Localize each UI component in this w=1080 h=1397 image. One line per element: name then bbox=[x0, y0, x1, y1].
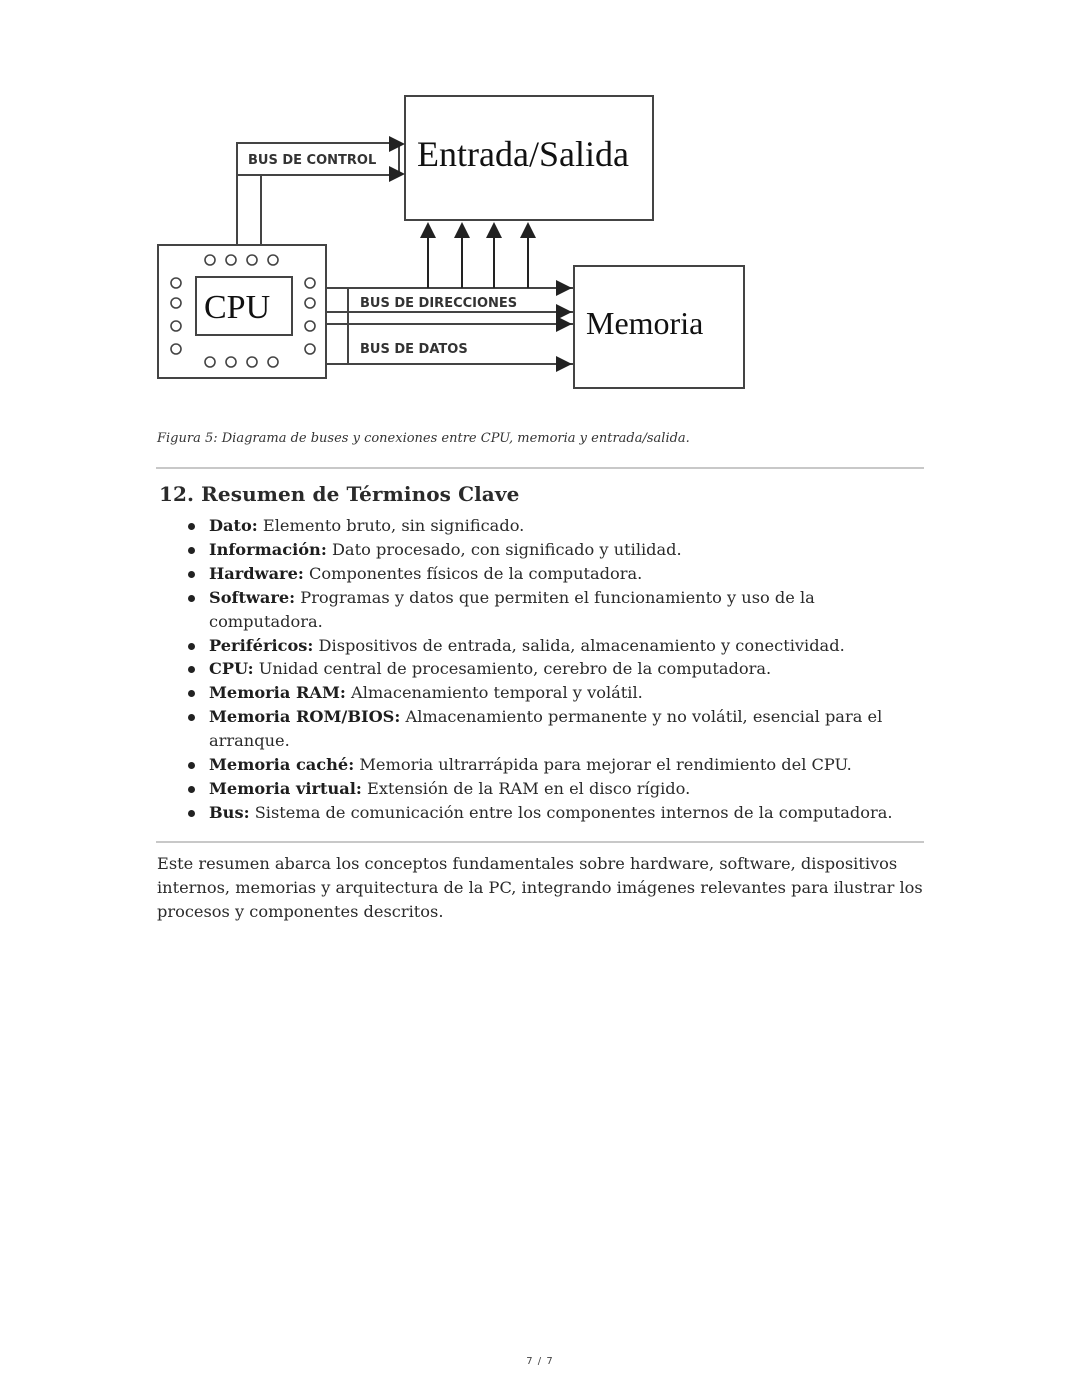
definition: Componentes físicos de la computadora. bbox=[303, 563, 643, 583]
page-number: 7 / 7 bbox=[526, 1356, 554, 1367]
terms-list bbox=[209, 514, 924, 825]
term: Software: bbox=[209, 587, 296, 607]
definition: Elemento bruto, sin significado. bbox=[257, 516, 525, 535]
definition: Almacenamiento permanente y no volátil, esencial para el arranque. bbox=[209, 707, 883, 751]
term: Información: bbox=[209, 539, 327, 559]
section-heading: 12. Resumen de Términos Clave bbox=[159, 482, 520, 506]
definition: Memoria ultrarrápida para mejorar el rendimiento del CPU. bbox=[354, 755, 852, 775]
cpu-label: CPU bbox=[204, 289, 271, 326]
list-item bbox=[209, 705, 924, 753]
definition: Dispositivos de entrada, salida, almacenamiento y conectividad. bbox=[313, 635, 845, 655]
definition: Sistema de comunicación entre los componentes internos de la computadora. bbox=[249, 802, 893, 822]
term: CPU: bbox=[209, 659, 254, 679]
bus-addresses-label: BUS DE DIRECCIONES bbox=[360, 296, 518, 311]
term: Memoria virtual: bbox=[209, 778, 362, 798]
term: Memoria ROM/BIOS: bbox=[209, 707, 401, 727]
term: Bus: bbox=[209, 802, 250, 822]
term: Periféricos: bbox=[209, 635, 314, 655]
list-item bbox=[209, 634, 924, 658]
list-item bbox=[209, 562, 924, 586]
memory-label: Memoria bbox=[586, 305, 704, 341]
term: Memoria caché: bbox=[209, 755, 355, 775]
term: Memoria RAM: bbox=[209, 683, 346, 703]
figure-caption: Figura 5: Diagrama de buses y conexiones entre CPU, memoria y entrada/salida. bbox=[157, 431, 690, 446]
list-item bbox=[209, 657, 924, 681]
term: Hardware: bbox=[209, 563, 304, 583]
definition: Dato procesado, con significado y utilidad. bbox=[326, 539, 682, 559]
list-item bbox=[209, 514, 924, 538]
definition: Programas y datos que permiten el funcionamiento y uso de la computadora. bbox=[209, 587, 815, 631]
list-item bbox=[209, 777, 924, 801]
bus-data-label: BUS DE DATOS bbox=[360, 342, 468, 357]
bus-control-label: BUS DE CONTROL bbox=[248, 153, 377, 168]
definition: Unidad central de procesamiento, cerebro de la computadora. bbox=[253, 659, 772, 679]
divider bbox=[156, 467, 924, 469]
definition: Almacenamiento temporal y volátil. bbox=[345, 683, 643, 703]
bus-diagram bbox=[150, 88, 760, 398]
list-item bbox=[209, 753, 924, 777]
term: Dato: bbox=[209, 516, 258, 535]
bus-diagram-svg bbox=[150, 88, 760, 398]
divider bbox=[156, 841, 924, 843]
list-item bbox=[209, 801, 924, 825]
list-item bbox=[209, 538, 924, 562]
list-item bbox=[209, 586, 924, 634]
definition: Extensión de la RAM en el disco rígido. bbox=[361, 778, 691, 798]
list-item bbox=[209, 681, 924, 705]
io-label: Entrada/Salida bbox=[417, 134, 629, 174]
summary-paragraph: Este resumen abarca los conceptos fundamentales sobre hardware, software, dispositivos internos, memorias y arquitectura de la PC, integrando imágenes relevantes para ilustrar los procesos y componentes descritos. bbox=[157, 854, 923, 921]
